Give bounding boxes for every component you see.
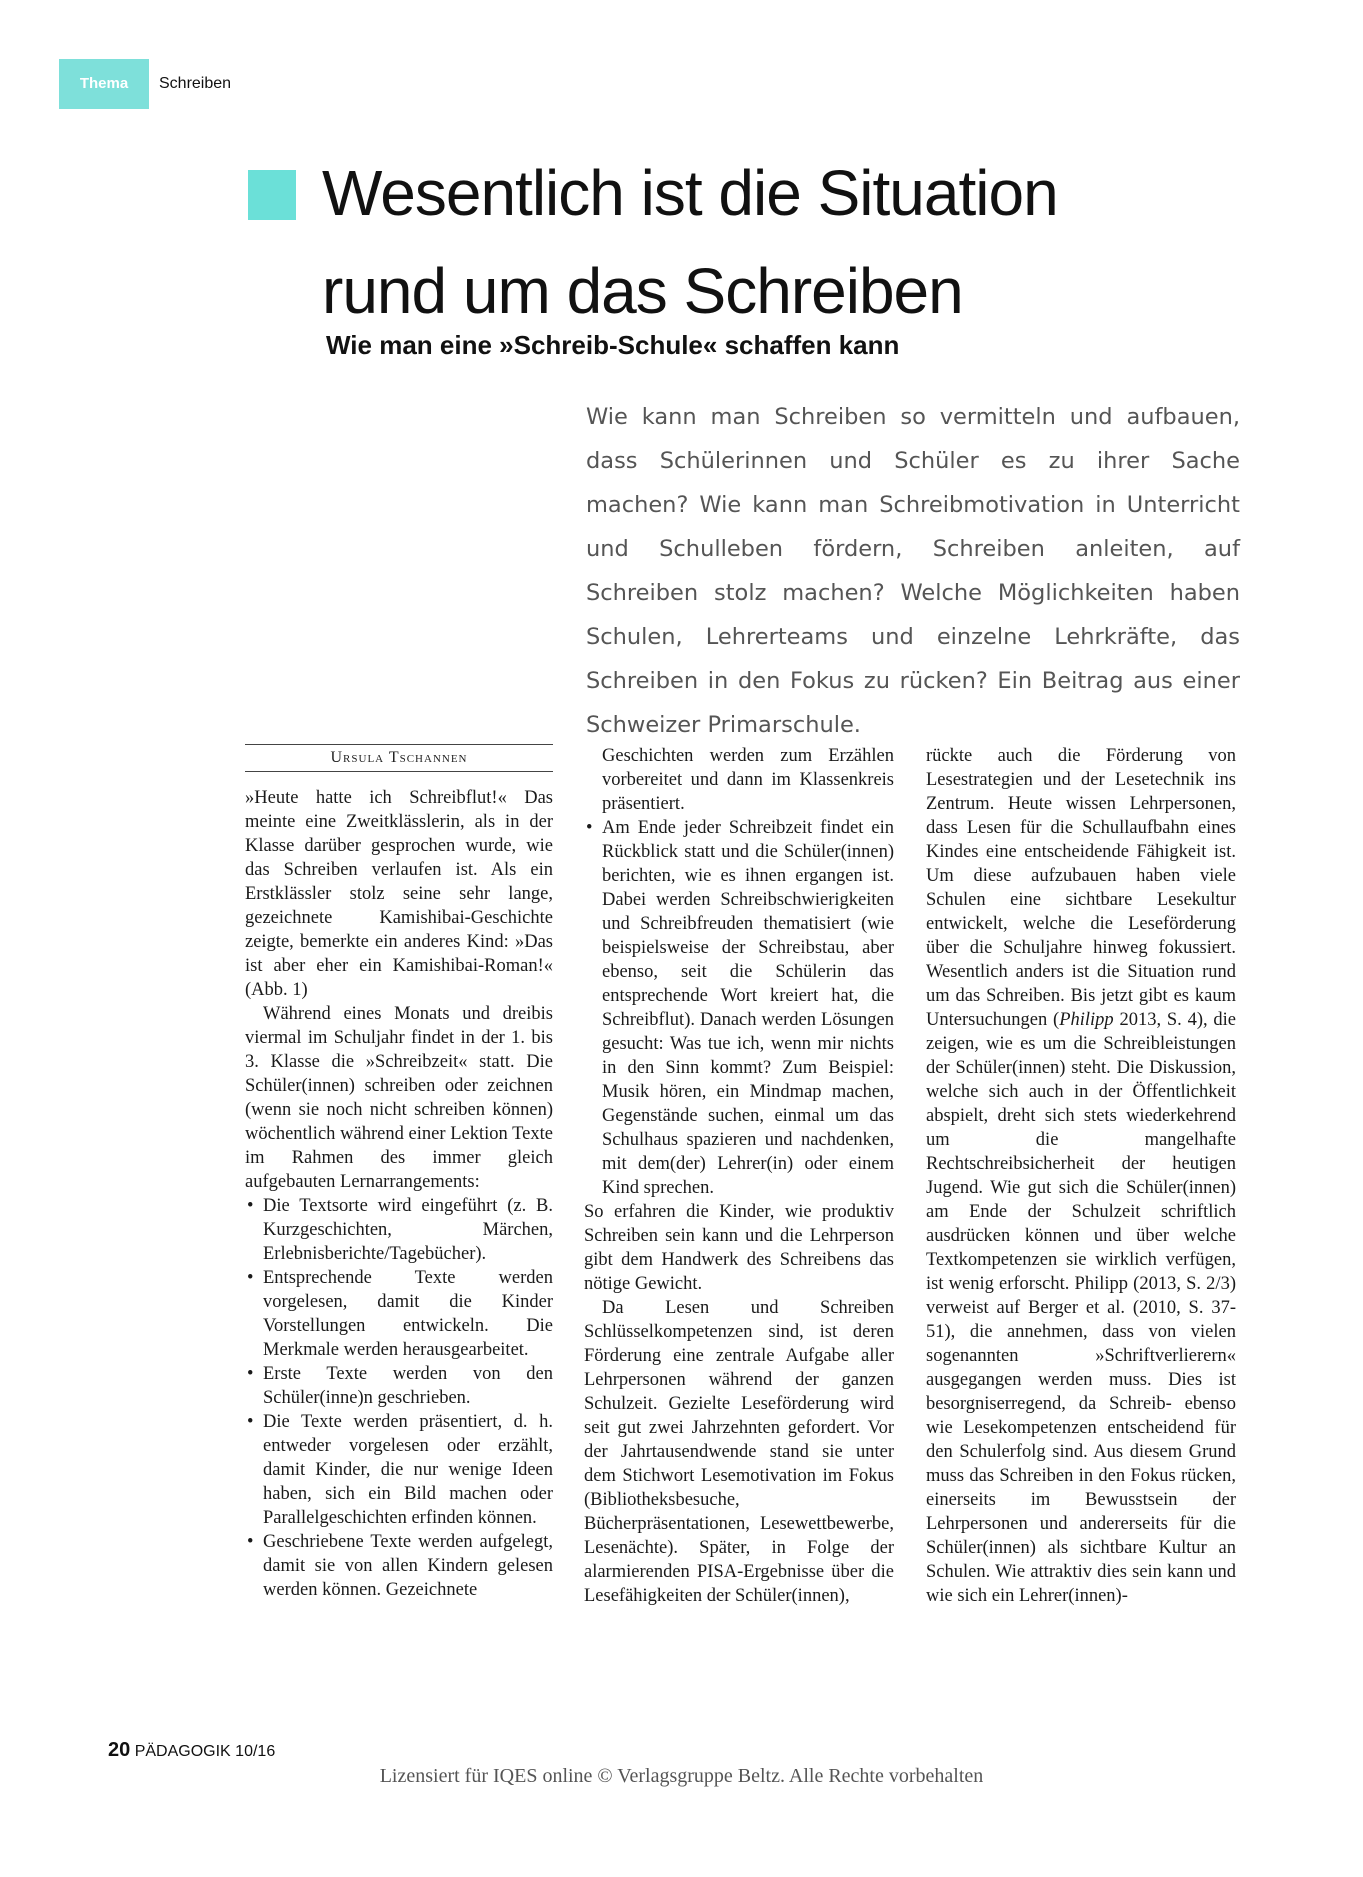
paragraph: Während eines Monats und dreibis viermal im Schuljahr findet in der 1. bis 3. Klasse die »Schreibzeit« statt. Die Schüler(innen) schreiben oder zeichnen (wenn sie noch nicht schreiben können) wöchentlich während einer Lektion Texte im Rahmen des immer gleich aufgebauten Lernarrangements: <box>245 1004 553 1192</box>
bullet-list <box>584 816 894 1200</box>
list-item: • Die Textsorte wird eingeführt (z. B. Kurzgeschichten, Märchen, Erlebnisberichte/Tagebücher). <box>245 1194 553 1266</box>
paragraph: »Heute hatte ich Schreibflut!« Das meinte eine Zweitklässlerin, als in der Klasse darüber gesprochen wurde, wie das Schreiben verlaufen ist. Als ein Erstklässler stolz seine sehr lange, gezeichnete Kamishibai-Geschichte zeigte, bemerkte ein anderes Kind: »Das ist aber eher ein Kamishibai-Roman!« (Abb. 1) <box>245 788 553 1000</box>
citation-author: Philipp <box>1059 1010 1114 1030</box>
text-column-1 <box>245 786 553 1602</box>
list-item: • Entsprechende Texte werden vorgelesen, damit die Kinder Vorstellungen entwickeln. Die Merkmale werden herausgearbeitet. <box>245 1266 553 1362</box>
paragraph: So erfahren die Kinder, wie produktiv Schreiben sein kann und die Lehrperson gibt dem Handwerk des Schreibens das nötige Gewicht. <box>584 1202 894 1294</box>
author-byline: Ursula Tschannen <box>245 744 553 772</box>
license-notice: Lizensiert für IQES online © Verlagsgruppe Beltz. Alle Rechte vorbehalten <box>379 1765 984 1787</box>
list-item: • Erste Texte werden von den Schüler(inne)n geschrieben. <box>245 1362 553 1410</box>
article-title-line-1: Wesentlich ist die Situation <box>322 157 1058 229</box>
title-square-marker <box>248 170 296 220</box>
text-column-2 <box>584 744 894 1608</box>
paragraph: Geschichten werden zum Erzählen vorbereitet und dann im Klassenkreis präsentiert. <box>602 746 894 814</box>
article-lead: Wie kann man Schreiben so vermitteln und aufbauen, dass Schülerinnen und Schüler es zu ihrer Sache machen? Wie kann man Schreibmotivation in Unterricht und Schulleben fördern, Schreiben anleiten, auf Schreiben stolz machen? Welche Möglichkeiten haben Schulen, Lehrerteams und einzelne Lehrkräfte, das Schreiben in den Fokus zu rücken? Ein Beitrag aus einer Schweizer Primarschule. <box>586 404 1240 738</box>
journal-issue: PÄDAGOGIK 10/16 <box>134 1743 276 1760</box>
paragraph <box>926 744 1236 1608</box>
paragraph-text: rückte auch die Förderung von Lesestrategien und der Lesetechnik ins Zentrum. Heute wissen Lehrpersonen, dass Lesen für die Schullaufbahn eines Kindes eine entscheidende Fähigkeit ist. Um diese aufzubauen haben viele Schulen eine sichtbare Lesekultur entwickelt, welche die Leseförderung über die Schuljahre hinweg fokussiert. Wesentlich anders ist die Situation rund um das Schreiben. Bis jetzt gibt es kaum Untersuchungen ( <box>926 746 1236 1030</box>
text-column-3 <box>926 744 1236 1608</box>
article-title-line-2: rund um das Schreiben <box>322 255 963 327</box>
list-item: • Am Ende jeder Schreibzeit findet ein Rückblick statt und die Schüler(innen) berichten, wie es ihnen ergangen ist. Dabei werden Schreibschwierigkeiten und Schreibfreuden thematisiert (wie beispielsweise der Schreibstau, aber ebenso, seit die Schülerin das entsprechende Wort kreiert hat, die Schreibflut). Danach werden Lösungen gesucht: Was tue ich, wenn mir nichts in den Sinn kommt? Zum Beispiel: Musik hören, ein Mindmap machen, Gegenstände suchen, einmal um das Schulhaus spazieren und nachdenken, mit dem(der) Lehrer(in) oder einem Kind sprechen. <box>584 816 894 1200</box>
paragraph: Da Lesen und Schreiben Schlüsselkompetenzen sind, ist deren Förderung eine zentrale Aufgabe aller Lehrpersonen während der ganzen Schulzeit. Gezielte Leseförderung wird seit gut zwei Jahrzehnten gefordert. Vor der Jahrtausendwende stand sie unter dem Stichwort Lesemotivation im Fokus (Bibliotheksbesuche, Bücherpräsentationen, Lesewettbewerbe, Lesenächte). Später, in Folge der alarmierenden PISA-Ergebnisse über die Lesefähigkeiten der Schüler(innen), <box>584 1298 894 1606</box>
paragraph-text: 2013, S. 4), die zeigen, wie es um die Schreibleistungen der Schüler(innen) steht. Die Diskussion, welche sich auch in der Öffentlichkeit abspielt, dreht sich stets wiederkehrend um die mangelhafte Rechtschreibsicherheit der heutigen Jugend. Wie gut sich die Schüler(innen) am Ende der Schulzeit schriftlich ausdrücken können und über welche Textkompetenzen sie wirklich verfügen, ist wenig erforscht. Philipp (2013, S. 2/3) verweist auf Berger et al. (2010, S. 37-51), die annehmen, dass von vielen sogenannten »Schriftverlierern« ausgegangen werden muss. Dies ist besorgniserregend, da Schreib- ebenso wie Lesekompetenzen entscheidend für den Schulerfolg sind. Aus diesem Grund muss das Schreiben in den Fokus rücken, einerseits im Bewusstsein der Lehrpersonen und andererseits für die Schüler(innen) als sichtbare Kultur an Schulen. Wie attraktiv dies sein kann und wie sich ein Lehrer(innen)- <box>926 1010 1237 1606</box>
page-number: 20 <box>108 1739 131 1761</box>
list-item: • Geschriebene Texte werden aufgelegt, damit sie von allen Kindern gelesen werden können. Gezeichnete <box>245 1530 553 1602</box>
article-subtitle: Wie man eine »Schreib-Schule« schaffen kann <box>326 330 900 360</box>
bullet-list <box>245 1194 553 1602</box>
section-tag-label: Thema <box>79 75 129 92</box>
list-item: • Die Texte werden präsentiert, d. h. entweder vorgelesen oder erzählt, damit Kinder, die nur wenige Ideen haben, sich ein Bild machen oder Parallelgeschichten erfinden können. <box>245 1410 553 1530</box>
page-folio <box>108 1739 275 1762</box>
section-name: Schreiben <box>159 75 232 92</box>
